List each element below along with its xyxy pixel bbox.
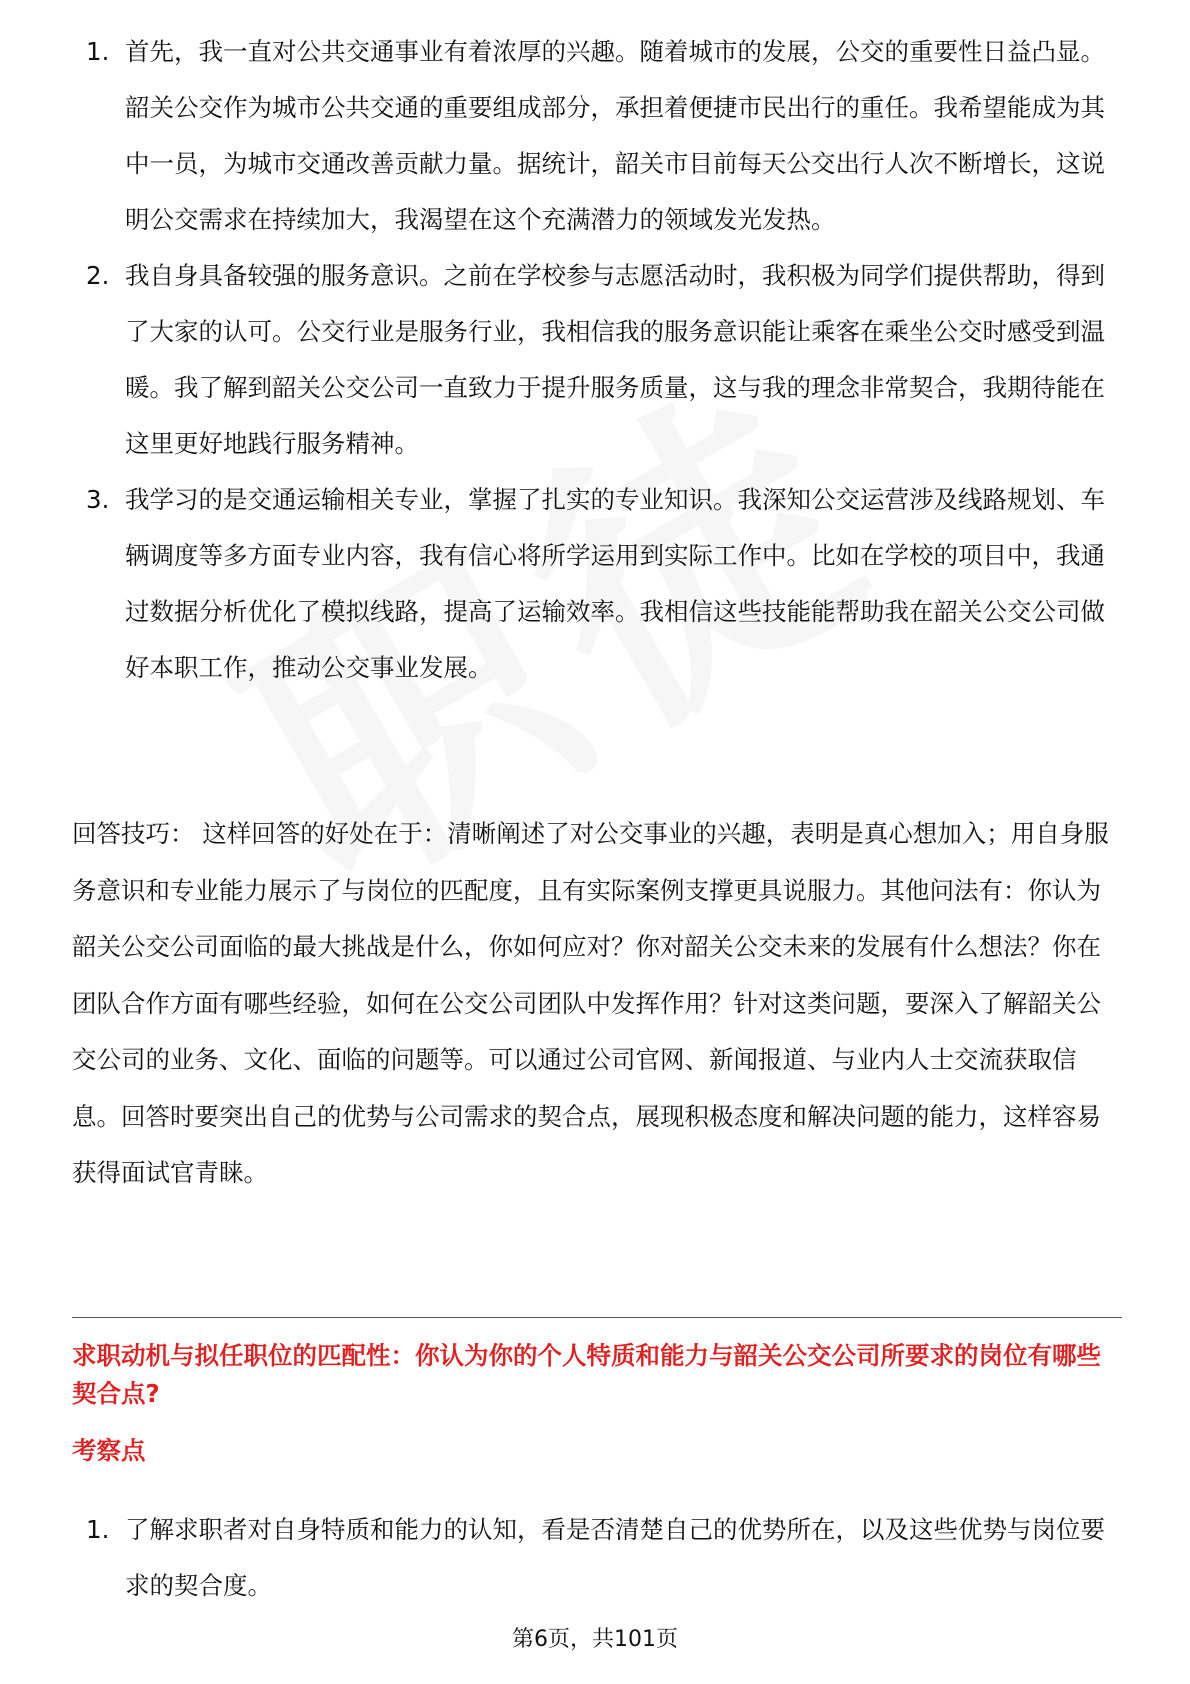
list-item-number: 1. bbox=[86, 1515, 110, 1544]
list-item-number: 2. bbox=[86, 261, 110, 290]
question-title: 求职动机与拟任职位的匹配性：你认为你的个人特质和能力与韶关公交公司所要求的岗位有哪些契合点? bbox=[72, 1341, 1101, 1408]
page-footer: 第6页，共101页 bbox=[512, 1627, 678, 1652]
list-item bbox=[72, 248, 1122, 472]
list-item bbox=[72, 24, 1122, 248]
list-item-number: 1. bbox=[86, 37, 110, 66]
section-divider bbox=[72, 1317, 1122, 1318]
list-item-text: 我学习的是交通运输相关专业，掌握了扎实的专业知识。我深知公交运营涉及线路规划、车辆调度等多方面专业内容，我有信心将所学运用到实际工作中。比如在学校的项目中，我通过数据分析优化了模拟线路，提高了运输效率。我相信这些技能能帮助我在韶关公交公司做好本职工作，推动公交事业发展。 bbox=[125, 485, 1105, 682]
answer-list bbox=[72, 37, 1122, 696]
assessment-list bbox=[72, 1502, 1122, 1614]
list-item-number: 3. bbox=[86, 485, 110, 514]
list-item bbox=[72, 1502, 1122, 1614]
list-item-text: 我自身具备较强的服务意识。之前在学校参与志愿活动时，我积极为同学们提供帮助，得到了大家的认可。公交行业是服务行业，我相信我的服务意识能让乘客在乘坐公交时感受到温暖。我了解到韶关公交公司一直致力于提升服务质量，这与我的理念非常契合，我期待能在这里更好地践行服务精神。 bbox=[125, 261, 1105, 458]
list-item-text: 了解求职者对自身特质和能力的认知，看是否清楚自己的优势所在，以及这些优势与岗位要求的契合度。 bbox=[125, 1515, 1105, 1600]
list-item bbox=[72, 472, 1122, 696]
list-item-text: 首先，我一直对公共交通事业有着浓厚的兴趣。随着城市的发展，公交的重要性日益凸显。韶关公交作为城市公共交通的重要组成部分，承担着便捷市民出行的重任。我希望能成为其中一员，为城市交通改善贡献力量。据统计，韶关市目前每天公交出行人次不断增长，这说明公交需求在持续加大，我渴望在这个充满潜力的领域发光发热。 bbox=[125, 37, 1105, 234]
answer-tips: 回答技巧： 这样回答的好处在于：清晰阐述了对公交事业的兴趣，表明是真心想加入；用自身服务意识和专业能力展示了与岗位的匹配度，且有实际案例支撑更具说服力。其他问法有：你认为韶关公交公司面临的最大挑战是什么，你如何应对？你对韶关公交未来的发展有什么想法？你在团队合作方面有哪些经验，如何在公交公司团队中发挥作用？针对这类问题，要深入了解韶关公交公司的业务、文化、面临的问题等。可以通过公司官网、新闻报道、与业内人士交流获取信息。回答时要突出自己的优势与公司需求的契合点，展现积极态度和解决问题的能力，这样容易获得面试官青睐。 bbox=[72, 819, 1109, 1187]
section-heading: 考察点 bbox=[72, 1436, 146, 1465]
